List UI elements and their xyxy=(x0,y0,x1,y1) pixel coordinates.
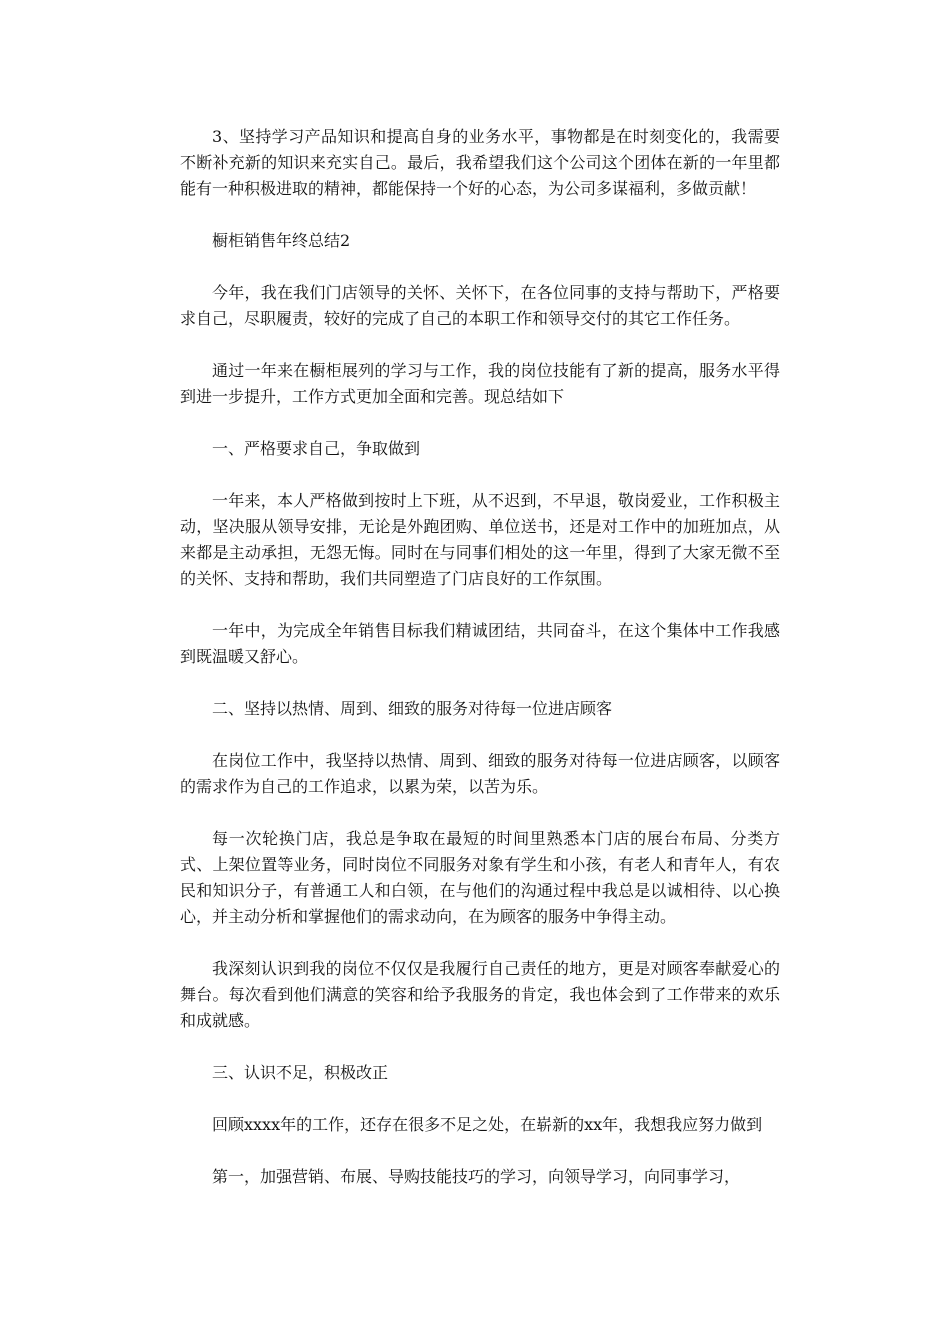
paragraph: 今年，我在我们门店领导的关怀、关怀下，在各位同事的支持与帮助下，严格要求自己，尽职履责，较好的完成了自己的本职工作和领导交付的其它工作任务。 xyxy=(180,283,780,328)
section-title: 橱柜销售年终总结2 xyxy=(212,231,351,250)
paragraph: 3、坚持学习产品知识和提高自身的业务水平，事物都是在时刻变化的，我需要不断补充新的知识来充实自己。最后，我希望我们这个公司这个团体在新的一年里都能有一种积极进取的精神，都能保持一个好的心态，为公司多谋福利，多做贡献！ xyxy=(180,127,780,198)
section-heading: 二、坚持以热情、周到、细致的服务对待每一位进店顾客 xyxy=(212,699,613,718)
paragraph: 一年中，为完成全年销售目标我们精诚团结，共同奋斗，在这个集体中工作我感到既温暖又舒心。 xyxy=(180,621,780,666)
paragraph: 在岗位工作中，我坚持以热情、周到、细致的服务对待每一位进店顾客，以顾客的需求作为自己的工作追求，以累为荣，以苦为乐。 xyxy=(180,751,780,796)
section-heading: 三、认识不足，积极改正 xyxy=(212,1063,389,1082)
paragraph: 每一次轮换门店，我总是争取在最短的时间里熟悉本门店的展台布局、分类方式、上架位置等业务，同时岗位不同服务对象有学生和小孩，有老人和青年人，有农民和知识分子，有普通工人和白领，在与他们的沟通过程中我总是以诚相待、以心换心，并主动分析和掌握他们的需求动向，在为顾客的服务中争得主动。 xyxy=(180,829,780,926)
paragraph: 第一，加强营销、布展、导购技能技巧的学习，向领导学习，向同事学习， xyxy=(212,1167,741,1186)
document-body xyxy=(180,124,780,1216)
paragraph: 一年来，本人严格做到按时上下班，从不迟到，不早退，敬岗爱业，工作积极主动，坚决服从领导安排，无论是外跑团购、单位送书，还是对工作中的加班加点，从来都是主动承担，无怨无悔。同时在与同事们相处的这一年里，得到了大家无微不至的关怀、支持和帮助，我们共同塑造了门店良好的工作氛围。 xyxy=(180,491,780,588)
paragraph: 回顾xxxx年的工作，还存在很多不足之处，在崭新的xx年，我想我应努力做到 xyxy=(212,1115,763,1134)
paragraph: 我深刻认识到我的岗位不仅仅是我履行自己责任的地方，更是对顾客奉献爱心的舞台。每次看到他们满意的笑容和给予我服务的肯定，我也体会到了工作带来的欢乐和成就感。 xyxy=(180,959,780,1030)
paragraph: 通过一年来在橱柜展列的学习与工作，我的岗位技能有了新的提高，服务水平得到进一步提升，工作方式更加全面和完善。现总结如下 xyxy=(180,361,780,406)
section-heading: 一、严格要求自己，争取做到 xyxy=(212,439,421,458)
